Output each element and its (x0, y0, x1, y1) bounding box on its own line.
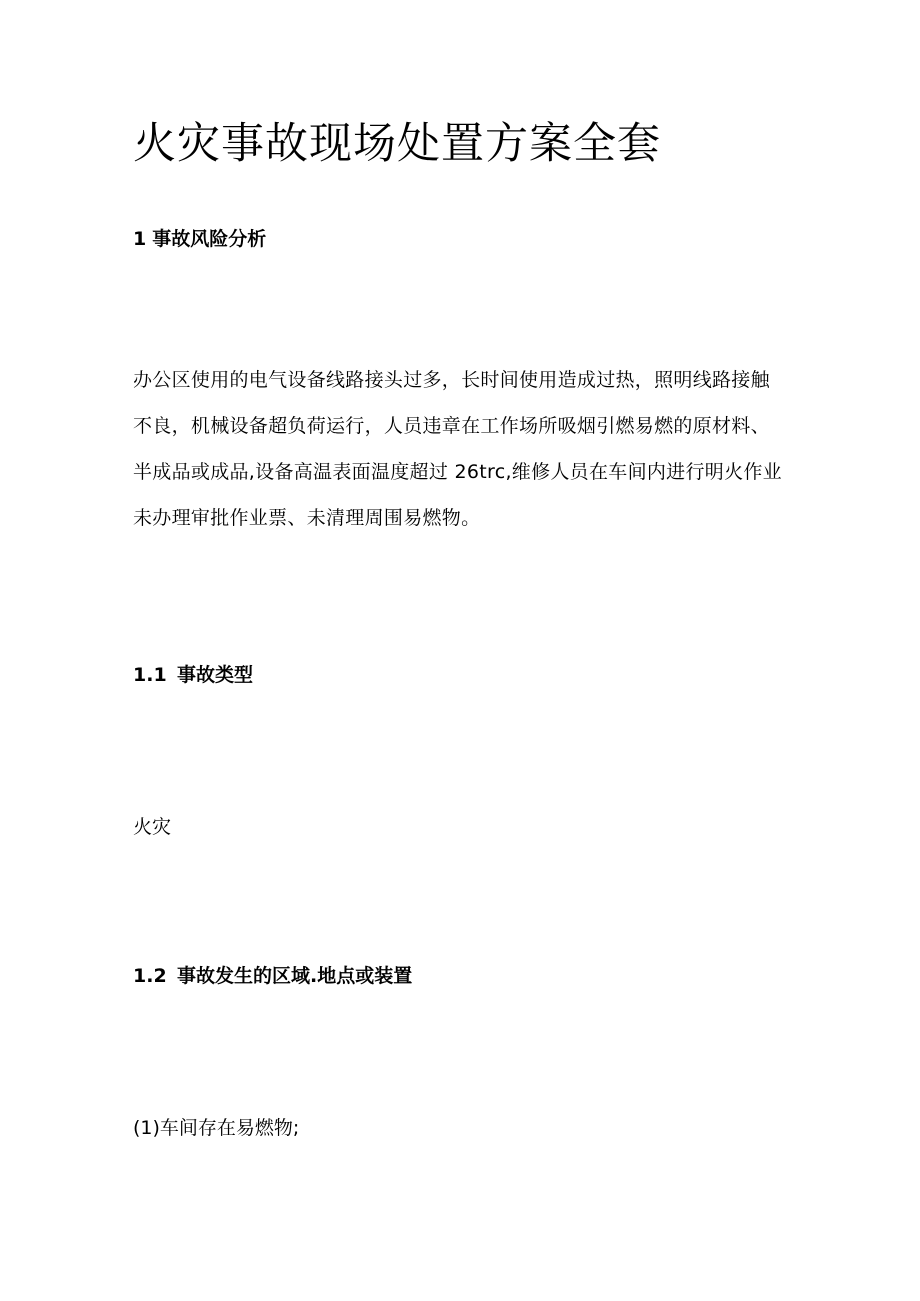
section-1-2-heading (133, 963, 412, 989)
section-1-2-title: 事故发生的区域.地点或装置 (177, 965, 413, 987)
list-item: (1)车间存在易燃物; (133, 1117, 300, 1139)
accident-type-text: 火灾 (133, 816, 172, 838)
section-1-2-number: 1.2 (133, 965, 167, 987)
section-1-1-heading (133, 662, 253, 688)
section-1-heading (133, 226, 266, 252)
section-1-1-number: 1.1 (133, 664, 167, 686)
section-1-paragraph: 办公区使用的电气设备线路接头过多，长时间使用造成过热，照明线路接触不良，机械设备超负荷运行，人员违章在工作场所吸烟引燃易燃的原材料、半成品或成品,设备高温表面温度超过 26trc,维修人员在车间内进行明火作业未办理审批作业票、未清理周围易燃物。 (133, 369, 782, 529)
document-title: 火灾事故现场处置方案全套 (133, 119, 661, 169)
section-1-title: 事故风险分析 (152, 228, 267, 250)
section-1-1-title: 事故类型 (177, 664, 254, 686)
section-1-number: 1 (133, 228, 147, 250)
